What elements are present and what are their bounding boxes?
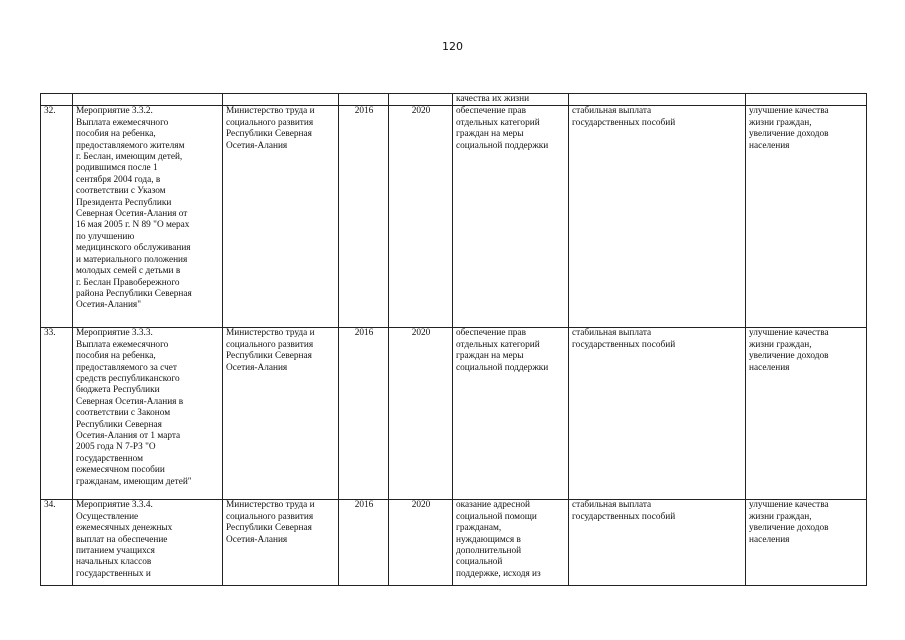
cell-end-year xyxy=(389,94,453,106)
cell-end-year: 2020 xyxy=(389,328,453,500)
cell-effect: улучшение качества жизни граждан, увеличение доходов населения xyxy=(746,328,867,500)
cell-effect: улучшение качества жизни граждан, увеличение доходов населения xyxy=(746,500,867,586)
measures-table xyxy=(40,93,867,586)
cell-goal: качества их жизни xyxy=(453,94,569,106)
cell-executor: Министерство труда и социального развития Республики Северная Осетия-Алания xyxy=(223,500,339,586)
cell-measure: Мероприятие 3.3.4. Осуществление ежемесячных денежных выплат на обеспечение питанием учащихся начальных классов государственных и xyxy=(73,500,223,586)
cell-num: 34. xyxy=(41,500,73,586)
cell-measure: Мероприятие 3.3.3. Выплата ежемесячного пособия на ребенка, предоставляемого за счет средств республиканского бюджета Республики Северная Осетия-Алания в соответствии с Законом Республики Северная Осетия-Алания от 1 марта 2005 года N 7-РЗ "О государственном ежемесячном пособии гражданам, имеющим детей" xyxy=(73,328,223,500)
cell-goal: оказание адресной социальной помощи гражданам, нуждающимся в дополнительной социальной поддержке, исходя из xyxy=(453,500,569,586)
cell-executor xyxy=(223,94,339,106)
cell-effect xyxy=(746,94,867,106)
continuation-row xyxy=(41,94,867,106)
cell-measure xyxy=(73,94,223,106)
table-row xyxy=(41,500,867,586)
cell-executor: Министерство труда и социального развития Республики Северная Осетия-Алания xyxy=(223,328,339,500)
cell-start-year xyxy=(339,94,389,106)
cell-num: 32. xyxy=(41,106,73,328)
cell-num xyxy=(41,94,73,106)
cell-result: стабильная выплата государственных пособий xyxy=(569,106,746,328)
cell-start-year: 2016 xyxy=(339,500,389,586)
cell-start-year: 2016 xyxy=(339,328,389,500)
cell-measure: Мероприятие 3.3.2. Выплата ежемесячного пособия на ребенка, предоставляемого жителям г. Беслан, имеющим детей, родившимся после 1 сентября 2004 года, в соответствии с Указом Президента Республики Северная Осетия-Алания от 16 мая 2005 г. N 89 "О мерах по улучшению медицинского обслуживания и материального положения молодых семей с детьми в г. Беслан Правобережного района Республики Северная Осетия-Алания" xyxy=(73,106,223,328)
table-row xyxy=(41,328,867,500)
cell-result: стабильная выплата государственных пособий xyxy=(569,500,746,586)
cell-end-year: 2020 xyxy=(389,500,453,586)
cell-end-year: 2020 xyxy=(389,106,453,328)
cell-result: стабильная выплата государственных пособий xyxy=(569,328,746,500)
cell-num: 33. xyxy=(41,328,73,500)
cell-goal: обеспечение прав отдельных категорий граждан на меры социальной поддержки xyxy=(453,328,569,500)
cell-start-year: 2016 xyxy=(339,106,389,328)
table-row xyxy=(41,106,867,328)
cell-executor: Министерство труда и социального развития Республики Северная Осетия-Алания xyxy=(223,106,339,328)
cell-goal: обеспечение прав отдельных категорий граждан на меры социальной поддержки xyxy=(453,106,569,328)
page-number: 120 xyxy=(442,40,463,53)
cell-result xyxy=(569,94,746,106)
cell-effect: улучшение качества жизни граждан, увеличение доходов населения xyxy=(746,106,867,328)
